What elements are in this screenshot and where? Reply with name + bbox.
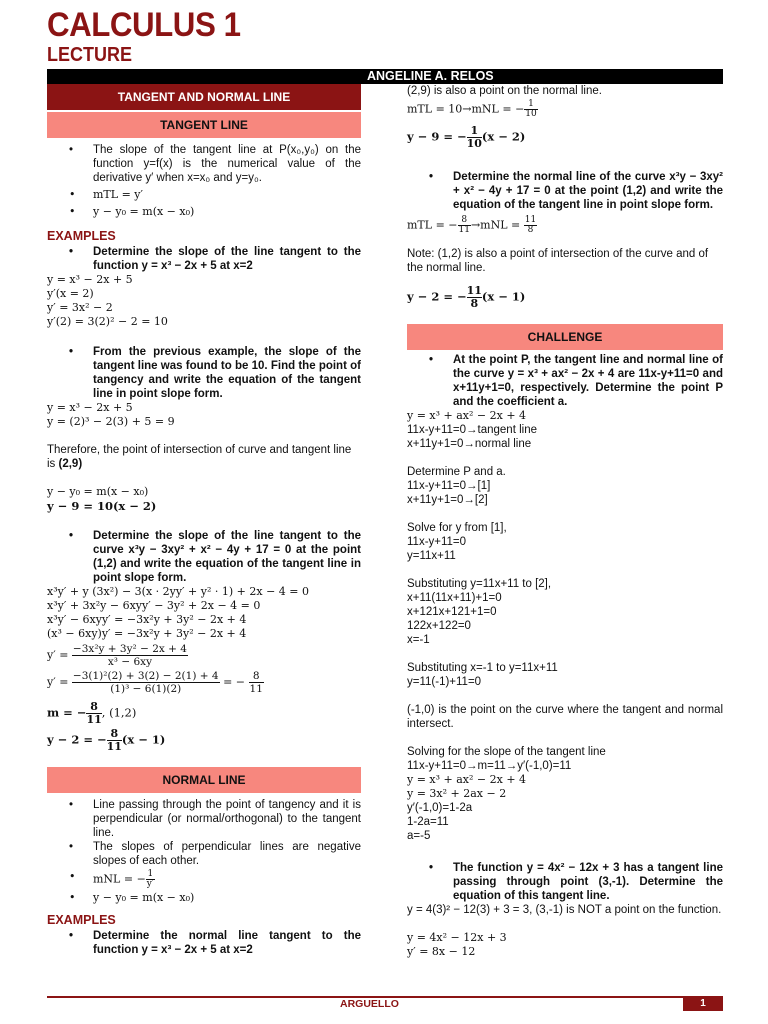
slope-point: , (1,2) [101, 705, 137, 720]
author-name: ANGELINE A. RELOS [367, 69, 494, 83]
math-line: y = 3x² + 2ax − 2 [407, 787, 507, 800]
text-line: Solve for y from [1], [407, 522, 507, 534]
math-text: (x − 2) [481, 129, 526, 144]
math-line: y = 4x² − 12x + 3 [407, 931, 507, 944]
tangent-bullet-1: • The slope of the tangent line at P(x₀,y₀) on the function y=f(x) is the numerical value of the derivative y′ when x=x₀ and y=y₀. [47, 143, 361, 185]
page-number: 1 [683, 997, 723, 1011]
conclusion-text: Therefore, the point of intersection of curve and tangent line is [47, 444, 352, 470]
frac-den: 8 [470, 297, 479, 310]
math-line: y = x³ − 2x + 5 [47, 273, 133, 286]
text-line: x=-1 [407, 634, 430, 646]
normal-example-1-question: • Determine the normal line tangent to the function y = x³ − 2x + 5 at x=2 [47, 929, 361, 957]
doc-subtitle: LECTURE [47, 44, 133, 66]
slope-m: m = − $\frac{8}{11}$ , (1,2) [47, 700, 137, 726]
frac-num: 1 [524, 100, 537, 110]
math-text: →mNL = [470, 218, 524, 232]
text-line: Substituting y=11x+11 to [2], [407, 578, 552, 590]
text-line: Solving for the slope of the tangent line [407, 746, 606, 758]
tangent-equation: y − 2 = − $\frac{8}{11}$ (x − 1) [47, 727, 166, 753]
frac-num: 1 [467, 125, 482, 138]
yprime-eval: y′ = $\frac{\text{−3(1)²(2) + 3(2) − 2(1) + 4}}{\text{(1)³ − 6(1)(2)}}$ = − $\frac{8}{11}$ [47, 670, 263, 695]
bullet-text: mNL = − [93, 872, 146, 886]
right-column [407, 84, 723, 959]
challenge-work-3 [407, 521, 723, 563]
challenge-work-1 [407, 409, 723, 451]
challenge-work-5 [407, 661, 723, 689]
text-line: 11x-y+11=0 [407, 536, 467, 548]
text-line: y=11(-1)+11=0 [407, 676, 482, 688]
yprime-fraction: y′ = $\frac{\text{−3x²y + 3y² − 2x + 4}}{\text{x³ − 6xy}}$ [47, 643, 187, 668]
text-line: a=-5 [407, 830, 431, 842]
text-line: y=11x+11 [407, 550, 456, 562]
math-line: (x³ − 6xy)y′ = −3x²y + 3y² − 2x + 4 [47, 627, 247, 640]
challenge-intersection-note: (-1,0) is the point on the curve where the tangent and normal intersect. [407, 704, 723, 730]
math-line: y = x³ + ax² − 2x + 4 [407, 773, 527, 786]
math-text: mTL = − [407, 218, 458, 232]
frac-den: 8 [527, 225, 534, 235]
normal-bullet-2: • The slopes of perpendicular lines are negative slopes of each other. [47, 840, 361, 868]
text-line: x+11(11x+11)+1=0 [407, 592, 502, 604]
frac-num: 8 [86, 701, 101, 714]
note: Note: (1,2) is also a point of intersection of the curve and of the normal line. [407, 248, 709, 274]
frac-num: 8 [458, 216, 471, 226]
slope-normal [407, 100, 723, 119]
doc-title: CALCULUS 1 [47, 6, 241, 44]
frac-den: 10 [466, 137, 482, 150]
frac-den: 11 [106, 740, 122, 753]
math-line: y′ = 3x² − 2 [47, 301, 113, 314]
text-line: Determine P and a. [407, 466, 506, 478]
frac-den: y′ [146, 879, 154, 889]
math-line: y′ = 8x − 12 [407, 945, 476, 958]
text-line: x+121x+121+1=0 [407, 606, 497, 618]
text-line: y′(-1,0)=1-2a [407, 802, 473, 814]
math-text: y − 2 = − [407, 289, 467, 304]
text-line: (2,9) is also a point on the normal line. [407, 85, 602, 97]
example-3-question: • Determine the slope of the line tangent to the curve x³y − 3xy² + x² − 4y + 17 = 0 at the point (1,2) and write the equation of the tangent line in point slope form. [47, 529, 361, 585]
frac-num: 1 [147, 869, 154, 879]
examples-label-2: EXAMPLES [47, 913, 116, 927]
challenge-question: • At the point P, the tangent line and normal line of the curve y = x³ + ax² − 2x + 4 are 11x-y+11=0 and x+11y+1=0, respectively. Determine the point P and the coefficient a. [407, 353, 723, 409]
frac-num: 11 [524, 215, 537, 225]
footer-name: ARGUELLO [340, 998, 399, 1010]
math-text: (x − 1) [481, 289, 526, 304]
normal-example-2-question: • Determine the normal line of the curve x³y − 3xy² + x² − 4y + 17 = 0 at the point (1,2) and write the equation of the tangent line in point slope form. [407, 170, 723, 212]
left-column [47, 84, 361, 957]
math-line: y = (2)³ − 2(3) + 5 = 9 [47, 415, 175, 428]
normal-bullet-3 [47, 870, 361, 889]
math-line: y − y₀ = m(x − x₀) [47, 485, 149, 498]
frac-den: 11 [249, 683, 263, 695]
section-title: TANGENT AND NORMAL LINE [47, 84, 361, 110]
frac-den: (1)³ − 6(1)(2) [110, 683, 182, 695]
last-work [407, 931, 723, 959]
frac-num: 11 [466, 284, 482, 297]
tangent-line-heading: TANGENT LINE [47, 112, 361, 138]
math-line: x³y′ + 3x²y − 6xyy′ − 3y² + 2x − 4 = 0 [47, 599, 261, 612]
math-text: mTL = 10→mNL = − [407, 102, 525, 116]
math-line: y = x³ + ax² − 2x + 4 [407, 409, 527, 422]
text-line: 11x-y+11=0→[1] [407, 480, 491, 492]
frac-num: −3(1)²(2) + 3(2) − 2(1) + 4 [72, 670, 219, 682]
frac-den: 10 [525, 109, 537, 119]
last-line: y = 4(3)² − 12(3) + 3 = 3, (3,-1) is NOT a point on the function. [407, 904, 722, 916]
normal-equation-2 [407, 285, 723, 310]
challenge-work-7 [407, 745, 723, 843]
math-line: y′(2) = 3(2)² − 2 = 10 [47, 315, 168, 328]
math-text: y − 9 = − [407, 129, 467, 144]
text-line: 122x+122=0 [407, 620, 471, 632]
normal-bullet-1: • Line passing through the point of tangency and it is perpendicular (or normal/orthogonal) to the tangent line. [47, 798, 361, 840]
normal-bullet-4: • y − y₀ = m(x − x₀) [47, 891, 361, 905]
example-1-question: • Determine the slope of the line tangent to the function y = x³ − 2x + 5 at x=2 [47, 245, 361, 273]
challenge-heading: CHALLENGE [407, 324, 723, 350]
text-line: Substituting x=-1 to y=11x+11 [407, 662, 558, 674]
frac-num: 8 [107, 728, 122, 741]
frac-den: 11 [458, 225, 470, 235]
frac-num: −3x²y + 3y² − 2x + 4 [72, 643, 187, 655]
text-line: 1-2a=11 [407, 816, 449, 828]
challenge-work-2 [407, 465, 723, 507]
example-1-work [47, 273, 361, 329]
tangent-bullet-2: • mTL = y′ [47, 188, 361, 202]
normal-line-heading: NORMAL LINE [47, 767, 361, 793]
text-line: x+11y+1=0→normal line [407, 438, 532, 450]
challenge-work-4 [407, 577, 723, 647]
conclusion-point: (2,9) [58, 458, 83, 470]
math-line: y = x³ − 2x + 5 [47, 401, 133, 414]
frac-num: 8 [249, 670, 264, 683]
author-bar [47, 69, 723, 84]
normal-equation-1 [407, 125, 723, 150]
example-2-conclusion [47, 443, 361, 471]
frac-den: 11 [86, 713, 102, 726]
math-line-bold: y − 9 = 10(x − 2) [47, 499, 157, 513]
text-line: 11x-y+11=0→tangent line [407, 424, 537, 436]
slope-normal-2 [407, 216, 723, 235]
text-line: 11x-y+11=0→m=11→y′(-1,0)=11 [407, 760, 572, 772]
text-line: x+11y+1=0→[2] [407, 494, 488, 506]
example-2-question: • From the previous example, the slope of the tangent line was found to be 10. Find the point of tangency and write the equation of the tangent line in point slope form. [47, 345, 361, 401]
frac-den: x³ − 6xy [107, 656, 153, 668]
tangent-bullet-3: • y − y₀ = m(x − x₀) [47, 205, 361, 219]
last-question: • The function y = 4x² − 12x + 3 has a tangent line passing through point (3,-1). Determine the equation of this tangent line. [407, 861, 723, 903]
examples-label: EXAMPLES [47, 229, 116, 243]
math-line: y′(x = 2) [47, 287, 94, 300]
math-line: x³y′ + y (3x²) − 3(x · 2yy′ + y² · 1) + 2x − 4 = 0 [47, 585, 310, 598]
math-line: x³y′ − 6xyy′ = −3x²y + 3y² − 2x + 4 [47, 613, 247, 626]
